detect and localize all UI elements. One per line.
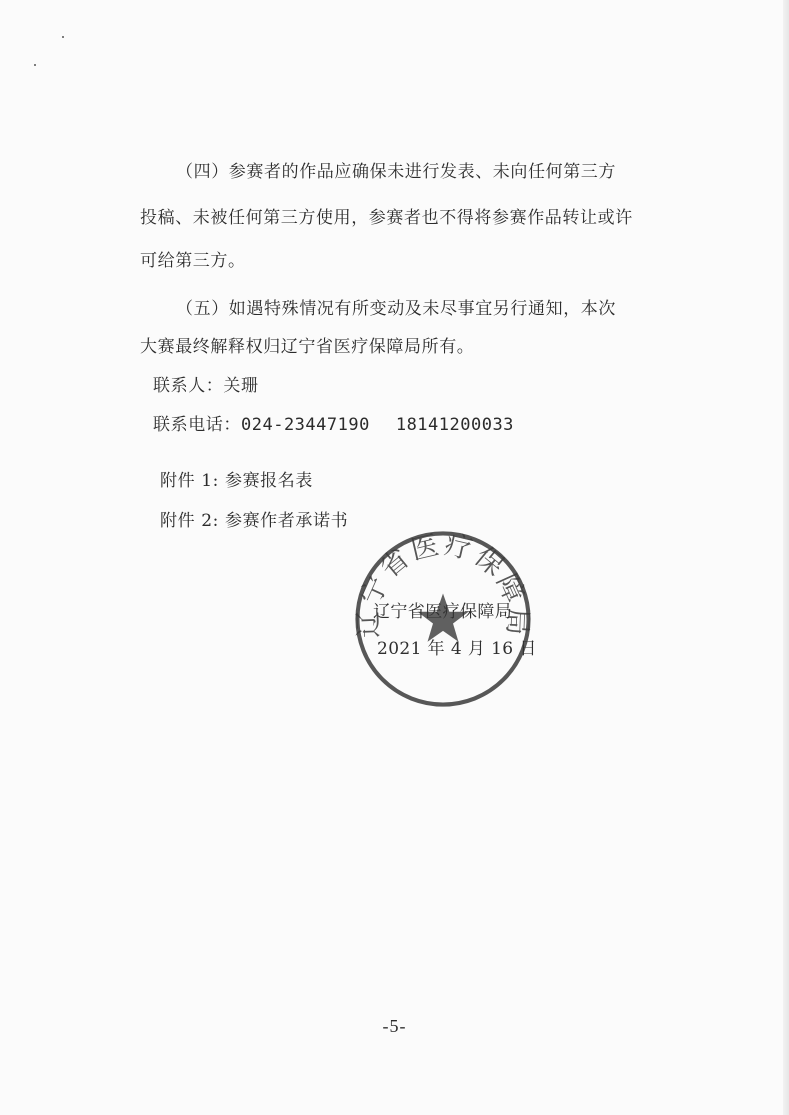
scan-speck — [62, 36, 64, 38]
signature-date: 2021 年 4 月 16 日 — [377, 639, 537, 659]
paragraph-4-line-3: 可给第三方。 — [140, 251, 246, 271]
paragraph-4-line-2: 投稿、未被任何第三方使用，参赛者也不得将参赛作品转让或许 — [140, 208, 633, 228]
contact-phone-2: 18141200033 — [395, 415, 514, 435]
scan-speck — [34, 64, 36, 66]
signature-organization: 辽宁省医疗保障局 — [373, 602, 513, 622]
attachment-2 — [160, 510, 348, 532]
attachment-1 — [160, 470, 313, 492]
contact-person-name: 关珊 — [223, 376, 259, 396]
paragraph-4-line-1: （四）参赛者的作品应确保未进行发表、未向任何第三方 — [176, 162, 616, 182]
attachment-1-title: 参赛报名表 — [224, 471, 313, 491]
paragraph-5-line-2: 大赛最终解释权归辽宁省医疗保障局所有。 — [140, 337, 475, 357]
attachment-2-label: 附件 2: — [160, 511, 219, 531]
svg-text:辽宁省医疗保障局: 辽宁省医疗保障局 — [352, 529, 534, 639]
attachment-1-label: 附件 1: — [160, 471, 219, 491]
contact-phone-1: 024-23447190 — [241, 415, 370, 435]
paragraph-5-line-1: （五）如遇特殊情况有所变动及未尽事宜另行通知，本次 — [176, 299, 616, 319]
contact-person — [153, 375, 259, 397]
page-number: -5- — [382, 1016, 407, 1036]
attachment-2-title: 参赛作者承诺书 — [224, 511, 349, 531]
scan-edge — [783, 0, 789, 1115]
contact-person-label: 联系人： — [153, 376, 224, 396]
contact-phone-label: 联系电话： — [153, 415, 241, 435]
contact-phone — [153, 414, 514, 436]
